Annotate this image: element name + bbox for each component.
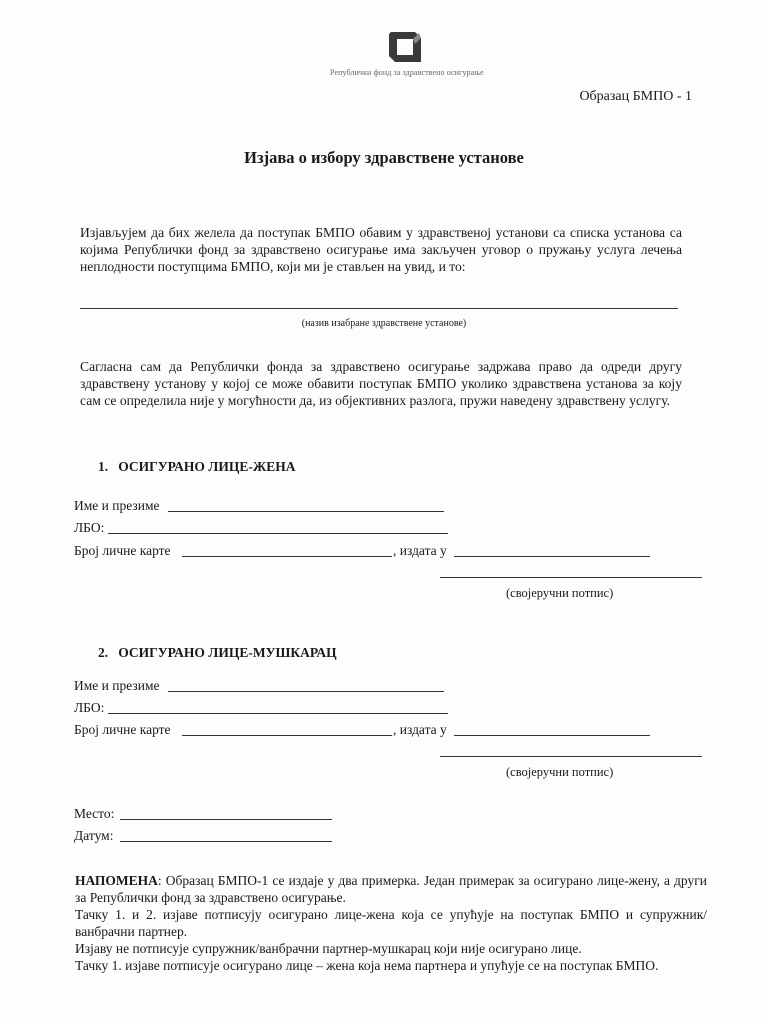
woman-issued-field[interactable] xyxy=(454,556,650,557)
place-field[interactable] xyxy=(120,819,332,820)
woman-id-label: Број личне карте xyxy=(74,543,171,558)
institution-name-line[interactable] xyxy=(80,308,678,309)
woman-signature-caption: (својеручни потпис) xyxy=(506,586,614,600)
man-issued-label: , издата у xyxy=(393,722,447,737)
place-label: Место: xyxy=(74,806,115,821)
section-man-heading: 2. ОСИГУРАНО ЛИЦЕ-МУШКАРАЦ xyxy=(98,645,337,660)
consent-paragraph: Сагласна сам да Републички фонда за здравствено осигурање задржава право да одреди другу здравствену установу у којој се може обавити поступак БМПО уколико здравствена установа за коју сам се определила није у могућности да, из објективних разлога, пружи наведену здравствену услугу. xyxy=(80,359,682,408)
woman-name-label: Име и презиме xyxy=(74,498,160,513)
note-line-2: Тачку 1. и 2. изјаве потписују осигурано лице-жена која се упућује на поступак БМПО и супружник/ванбрачни партнер. xyxy=(75,907,707,939)
note-line-1-text: : Образац БМПО-1 се издаје у два примерка. Један примерак за осигурано лице-жену, а други за Републички фонд за здравствено осигурање. xyxy=(75,873,707,905)
man-name-label: Име и презиме xyxy=(74,678,160,693)
woman-signature-line[interactable] xyxy=(440,577,702,578)
man-id-field[interactable] xyxy=(182,735,392,736)
man-lbo-field[interactable] xyxy=(108,713,448,714)
note-line-1 xyxy=(75,872,707,906)
note-block xyxy=(75,872,707,974)
note-line-3: Изјаву не потписује супружник/ванбрачни партнер-мушкарац који није осигурано лице. xyxy=(75,941,582,956)
date-label: Датум: xyxy=(74,828,114,843)
form-code: Образац БМПО - 1 xyxy=(579,89,692,104)
note-label: НАПОМЕНА xyxy=(75,873,158,888)
man-name-field[interactable] xyxy=(168,691,444,692)
institution-caption: (назив изабране здравствене установе) xyxy=(301,318,467,329)
intro-paragraph: Изјављујем да бих желела да поступак БМПО обавим у здравственој установи са списка установа са којима Републички фонд за здравствено осигурање има закључен уговор о пружању услуга лечења неплодности поступцима БМПО, који ми је стављен на увид, и то: xyxy=(80,225,682,274)
woman-issued-label: , издата у xyxy=(393,543,447,558)
logo xyxy=(330,28,484,77)
man-lbo-label: ЛБО: xyxy=(74,700,105,715)
man-signature-caption: (својеручни потпис) xyxy=(506,765,614,779)
note-line-4: Тачку 1. изјаве потписује осигурано лице – жена која нема партнера и упућује се на поступак БМПО. xyxy=(75,958,659,973)
man-signature-line[interactable] xyxy=(440,756,702,757)
woman-lbo-field[interactable] xyxy=(108,533,448,534)
man-id-label: Број личне карте xyxy=(74,722,171,737)
man-issued-field[interactable] xyxy=(454,735,650,736)
logo-text: Републички фонд за здравствено осигурање xyxy=(330,68,484,77)
woman-lbo-label: ЛБО: xyxy=(74,520,105,535)
rfzo-logo-icon xyxy=(385,28,425,66)
woman-name-field[interactable] xyxy=(168,511,444,512)
date-field[interactable] xyxy=(120,841,332,842)
woman-id-field[interactable] xyxy=(182,556,392,557)
page-title: Изјава о избору здравствене установе xyxy=(244,148,524,167)
section-woman-heading: 1. ОСИГУРАНО ЛИЦЕ-ЖЕНА xyxy=(98,459,296,474)
